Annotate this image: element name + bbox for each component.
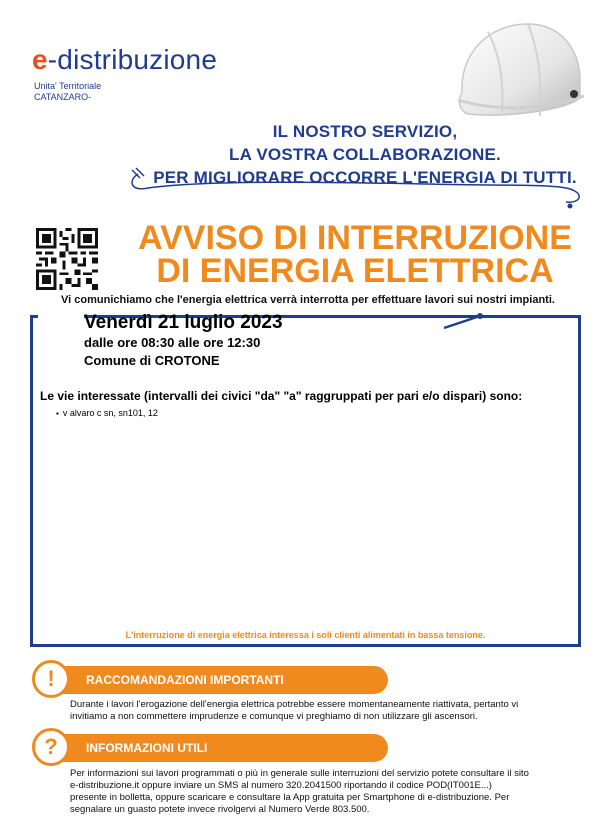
qr-code-image — [36, 228, 98, 290]
slogan-line-1: IL NOSTRO SERVIZIO, — [272, 122, 458, 141]
streets-list — [56, 408, 158, 418]
outage-town: Comune di CROTONE — [84, 353, 220, 368]
info-text — [70, 768, 570, 816]
logo-prefix: e — [32, 44, 48, 75]
recommendations-line-1: Durante i lavori l'erogazione dell'energia elettrica potrebbe essere momentaneamente riattivata, pertanto vi — [70, 699, 519, 710]
info-line-3: presente in bolletta, oppure scaricare e consultare la App gratuita per Smartphone di e-distribuzione. Per — [70, 792, 510, 803]
territorial-unit — [34, 81, 101, 103]
unit-line-1: Unita' Territoriale — [34, 81, 102, 91]
low-voltage-note: L'interruzione di energia elettrica interessa i soli clienti alimentati in bassa tensione. — [125, 630, 486, 640]
warning-icon: ! — [32, 660, 70, 698]
list-item: ▪ v alvaro c sn, sn101, 12 — [56, 408, 158, 418]
title-line-1: AVVISO DI INTERRUZIONE — [138, 219, 572, 257]
outage-date: Venerdì 21 luglio 2023 — [84, 312, 283, 333]
streets-heading: Le vie interessate (intervalli dei civici "da" "a" raggruppati per pari e/o dispari) sono: — [40, 389, 523, 403]
box-border-gap — [38, 312, 84, 320]
safety-helmet-image — [448, 14, 588, 124]
company-logo — [32, 44, 217, 76]
recommendations-text — [70, 699, 570, 723]
title-line-2: DI ENERGIA ELETTRICA — [156, 252, 554, 290]
unit-line-2: CATANZARO- — [34, 92, 92, 102]
info-line-1: Per informazioni sui lavori programmati o più in generale sulle interruzioni del servizio potete consultare il sito — [70, 768, 529, 779]
info-line-2: e-distribuzione.it oppure inviare un SMS al numero 320.2041500 riportando il codice POD(IT001E...) — [70, 780, 492, 791]
info-line-4: segnalare un guasto potete invece rivolgervi al Numero Verde 803.500. — [70, 804, 370, 815]
recommendations-line-2: invitiamo a non commettere imprudenze e comunque vi preghiamo di non utilizzare gli ascensori. — [70, 711, 478, 722]
info-heading: INFORMAZIONI UTILI — [86, 741, 208, 755]
outage-hours: dalle ore 08:30 alle ore 12:30 — [84, 335, 261, 350]
logo-name: -distribuzione — [47, 44, 218, 75]
pen-stroke-icon — [440, 312, 490, 332]
power-plug-cable-icon — [126, 160, 596, 210]
slogan-line-2: LA VOSTRA COLLABORAZIONE. — [229, 145, 501, 164]
recommendations-heading: RACCOMANDAZIONI IMPORTANTI — [86, 673, 284, 687]
intro-text: Vi comunichiamo che l'energia elettrica verrà interrotta per effettuare lavori sui nostri impianti. — [61, 294, 555, 306]
notice-title — [100, 219, 610, 290]
question-icon: ? — [32, 728, 70, 766]
slogan-line-3: PER MIGLIORARE OCCORRE L'ENERGIA DI TUTTI. — [153, 168, 577, 187]
